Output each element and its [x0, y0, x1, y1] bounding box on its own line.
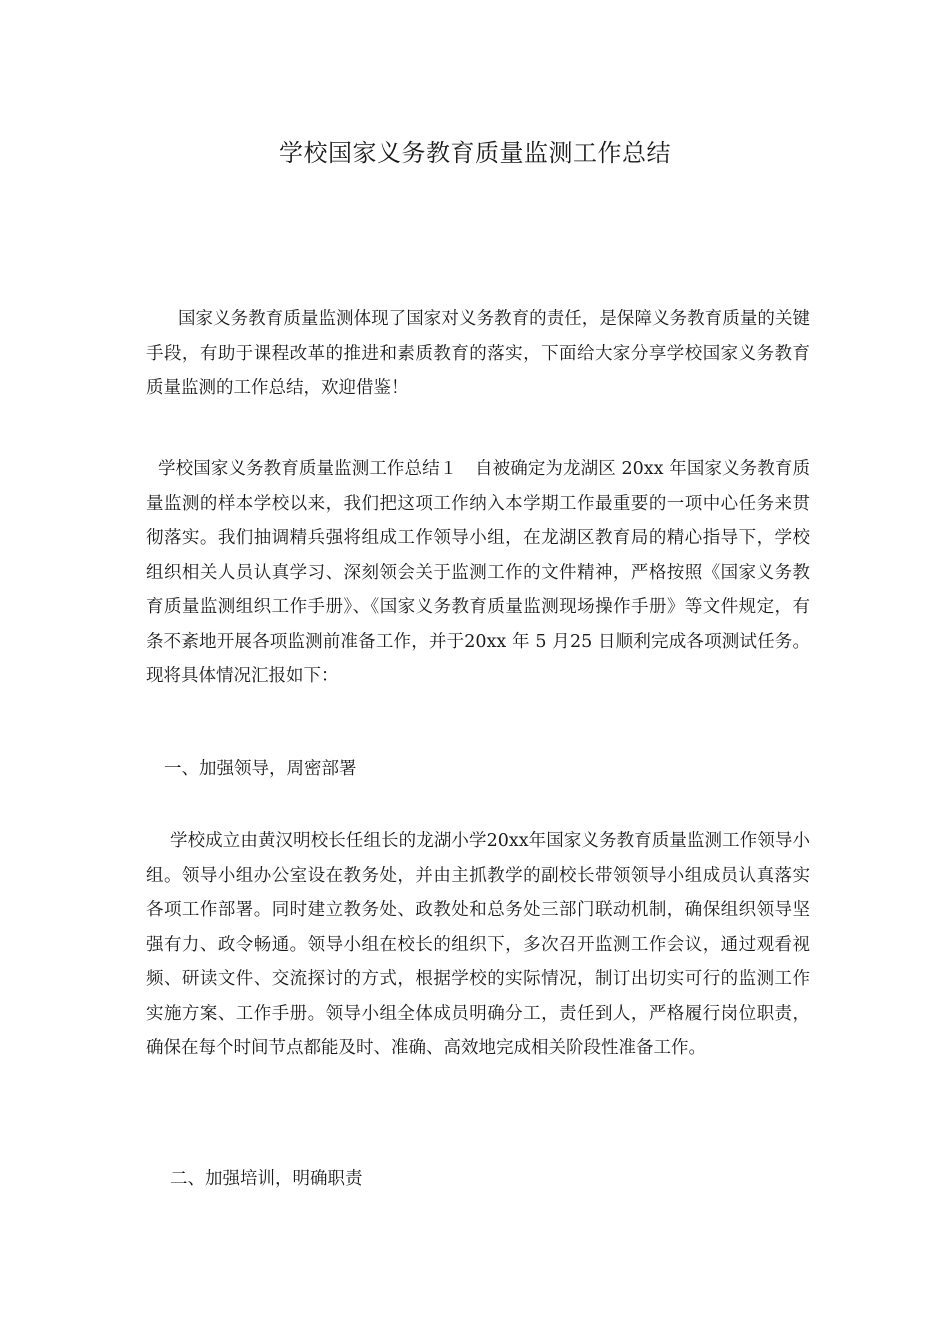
- intro-paragraph: 国家义务教育质量监测体现了国家对义务教育的责任，是保障义务教育质量的关键手段，有助于课程改革的推进和素质教育的落实，下面给大家分享学校国家义务教育质量监测的工作总结，欢迎借鉴！: [146, 309, 810, 398]
- document-title: 学校国家义务教育质量监测工作总结: [279, 139, 671, 167]
- leadership-paragraph: 学校成立由黄汉明校长任组长的龙湖小学20xx年国家义务教育质量监测工作领导小组。领导小组办公室设在教务处，并由主抓教学的副校长带领领导小组成员认真落实各项工作部署。同时建立教务处、政教处和总务处三部门联动机制，确保组织领导坚强有力、政令畅通。领导小组在校长的组织下，多次召开监测工作会议，通过观看视频、研读文件、交流探讨的方式，根据学校的实际情况，制订出切实可行的监测工作实施方案、工作手册。领导小组全体成员明确分工，责任到人，严格履行岗位职责，确保在每个时间节点都能及时、准确、高效地完成相关阶段性准备工作。: [146, 831, 810, 1058]
- section-heading-2: 二、加强培训，明确职责: [170, 1169, 363, 1189]
- section-heading-1: 一、加强领导，周密部署: [164, 759, 357, 779]
- summary-paragraph-1: 学校国家义务教育质量监测工作总结１ 自被确定为龙湖区 20xx 年国家义务教育质量监测的样本学校以来，我们把这项工作纳入本学期工作最重要的一项中心任务来贯彻落实。我们抽调精兵强将组成工作领导小组，在龙湖区教育局的精心指导下，学校组织相关人员认真学习、深刻领会关于监测工作的文件精神，严格按照《国家义务教育质量监测组织工作手册》、《国家义务教育质量监测现场操作手册》等文件规定，有条不紊地开展各项监测前准备工作，并于20xx 年 5 月25 日顺利完成各项测试任务。现将具体情况汇报如下：: [146, 459, 810, 686]
